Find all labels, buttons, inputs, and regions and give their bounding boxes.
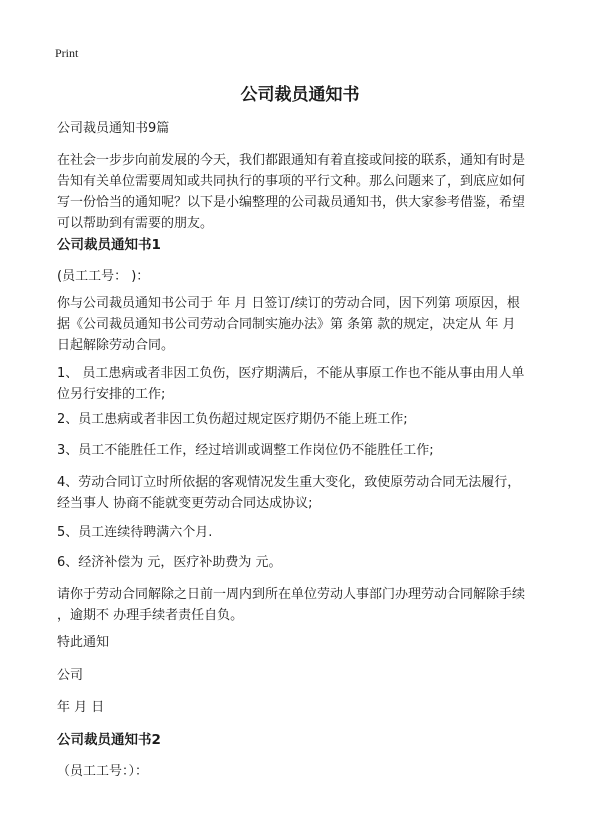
text-line: 请你于劳动合同解除之日前一周内到所在单位劳动人事部门办理劳动合同解除手续	[57, 587, 526, 602]
text-line: ，逾期不 办理手续者责任自负。	[57, 608, 244, 623]
text-line: 告知有关单位需要周知或共同执行的事项的平行文种。那么问题来了，到底应如何	[57, 174, 526, 189]
reason-item-5	[57, 522, 557, 543]
reason-item-6	[57, 552, 557, 573]
text-line: 4、劳动合同订立时所依据的客观情况发生重大变化，致使原劳动合同无法履行，	[57, 475, 521, 490]
section-heading-1: 公司裁员通知书1	[57, 237, 161, 253]
employee-id-line: (员工工号： )：	[57, 269, 150, 284]
text-line: 5、员工连续待聘满六个月.	[57, 525, 213, 540]
reason-item-1	[57, 363, 557, 405]
text-line: 在社会一步步向前发展的今天，我们都跟通知有着直接或间接的联系，通知有时是	[57, 153, 526, 168]
notice-label: 特此通知	[57, 635, 110, 650]
date-label: 年 月 日	[57, 700, 105, 715]
text-line: 写一份恰当的通知呢？以下是小编整理的公司裁员通知书，供大家参考借鉴，希望	[57, 195, 526, 210]
text-line: 3、员工不能胜任工作，经过培训或调整工作岗位仍不能胜任工作;	[57, 443, 434, 458]
subtitle: 公司裁员通知书9篇	[57, 121, 170, 136]
procedure-paragraph	[57, 584, 557, 626]
contract-paragraph	[57, 293, 557, 356]
print-link[interactable]: Print	[55, 46, 79, 60]
text-line: 日起解除劳动合同。	[57, 338, 175, 353]
text-line: 位另行安排的工作;	[57, 387, 166, 402]
text-line: 据《公司裁员通知书公司劳动合同制实施办法》第 条第 款的规定，决定从 年 月	[57, 317, 516, 332]
text-line: 6、经济补偿为 元，医疗补助费为 元。	[57, 555, 282, 570]
reason-item-3	[57, 440, 557, 461]
reason-item-4	[57, 472, 557, 514]
company-label: 公司	[57, 668, 84, 683]
text-line: 经当事人 协商不能就变更劳动合同达成协议;	[57, 496, 313, 511]
text-line: 可以帮助到有需要的朋友。	[57, 216, 214, 231]
page-title: 公司裁员通知书	[240, 85, 360, 105]
text-line: 你与公司裁员通知书公司于 年 月 日签订/续订的劳动合同，因下列第 项原因，根	[57, 296, 520, 311]
text-line: 1、 员工患病或者非因工负伤，医疗期满后，不能从事原工作也不能从事由用人单	[57, 366, 525, 381]
intro-paragraph	[57, 150, 557, 234]
employee-id-line-2: （员工工号：）：	[57, 764, 149, 779]
text-line: 2、员工患病或者非因工负伤超过规定医疗期仍不能上班工作;	[57, 412, 408, 427]
section-heading-2: 公司裁员通知书2	[57, 732, 161, 748]
reason-item-2	[57, 409, 557, 430]
